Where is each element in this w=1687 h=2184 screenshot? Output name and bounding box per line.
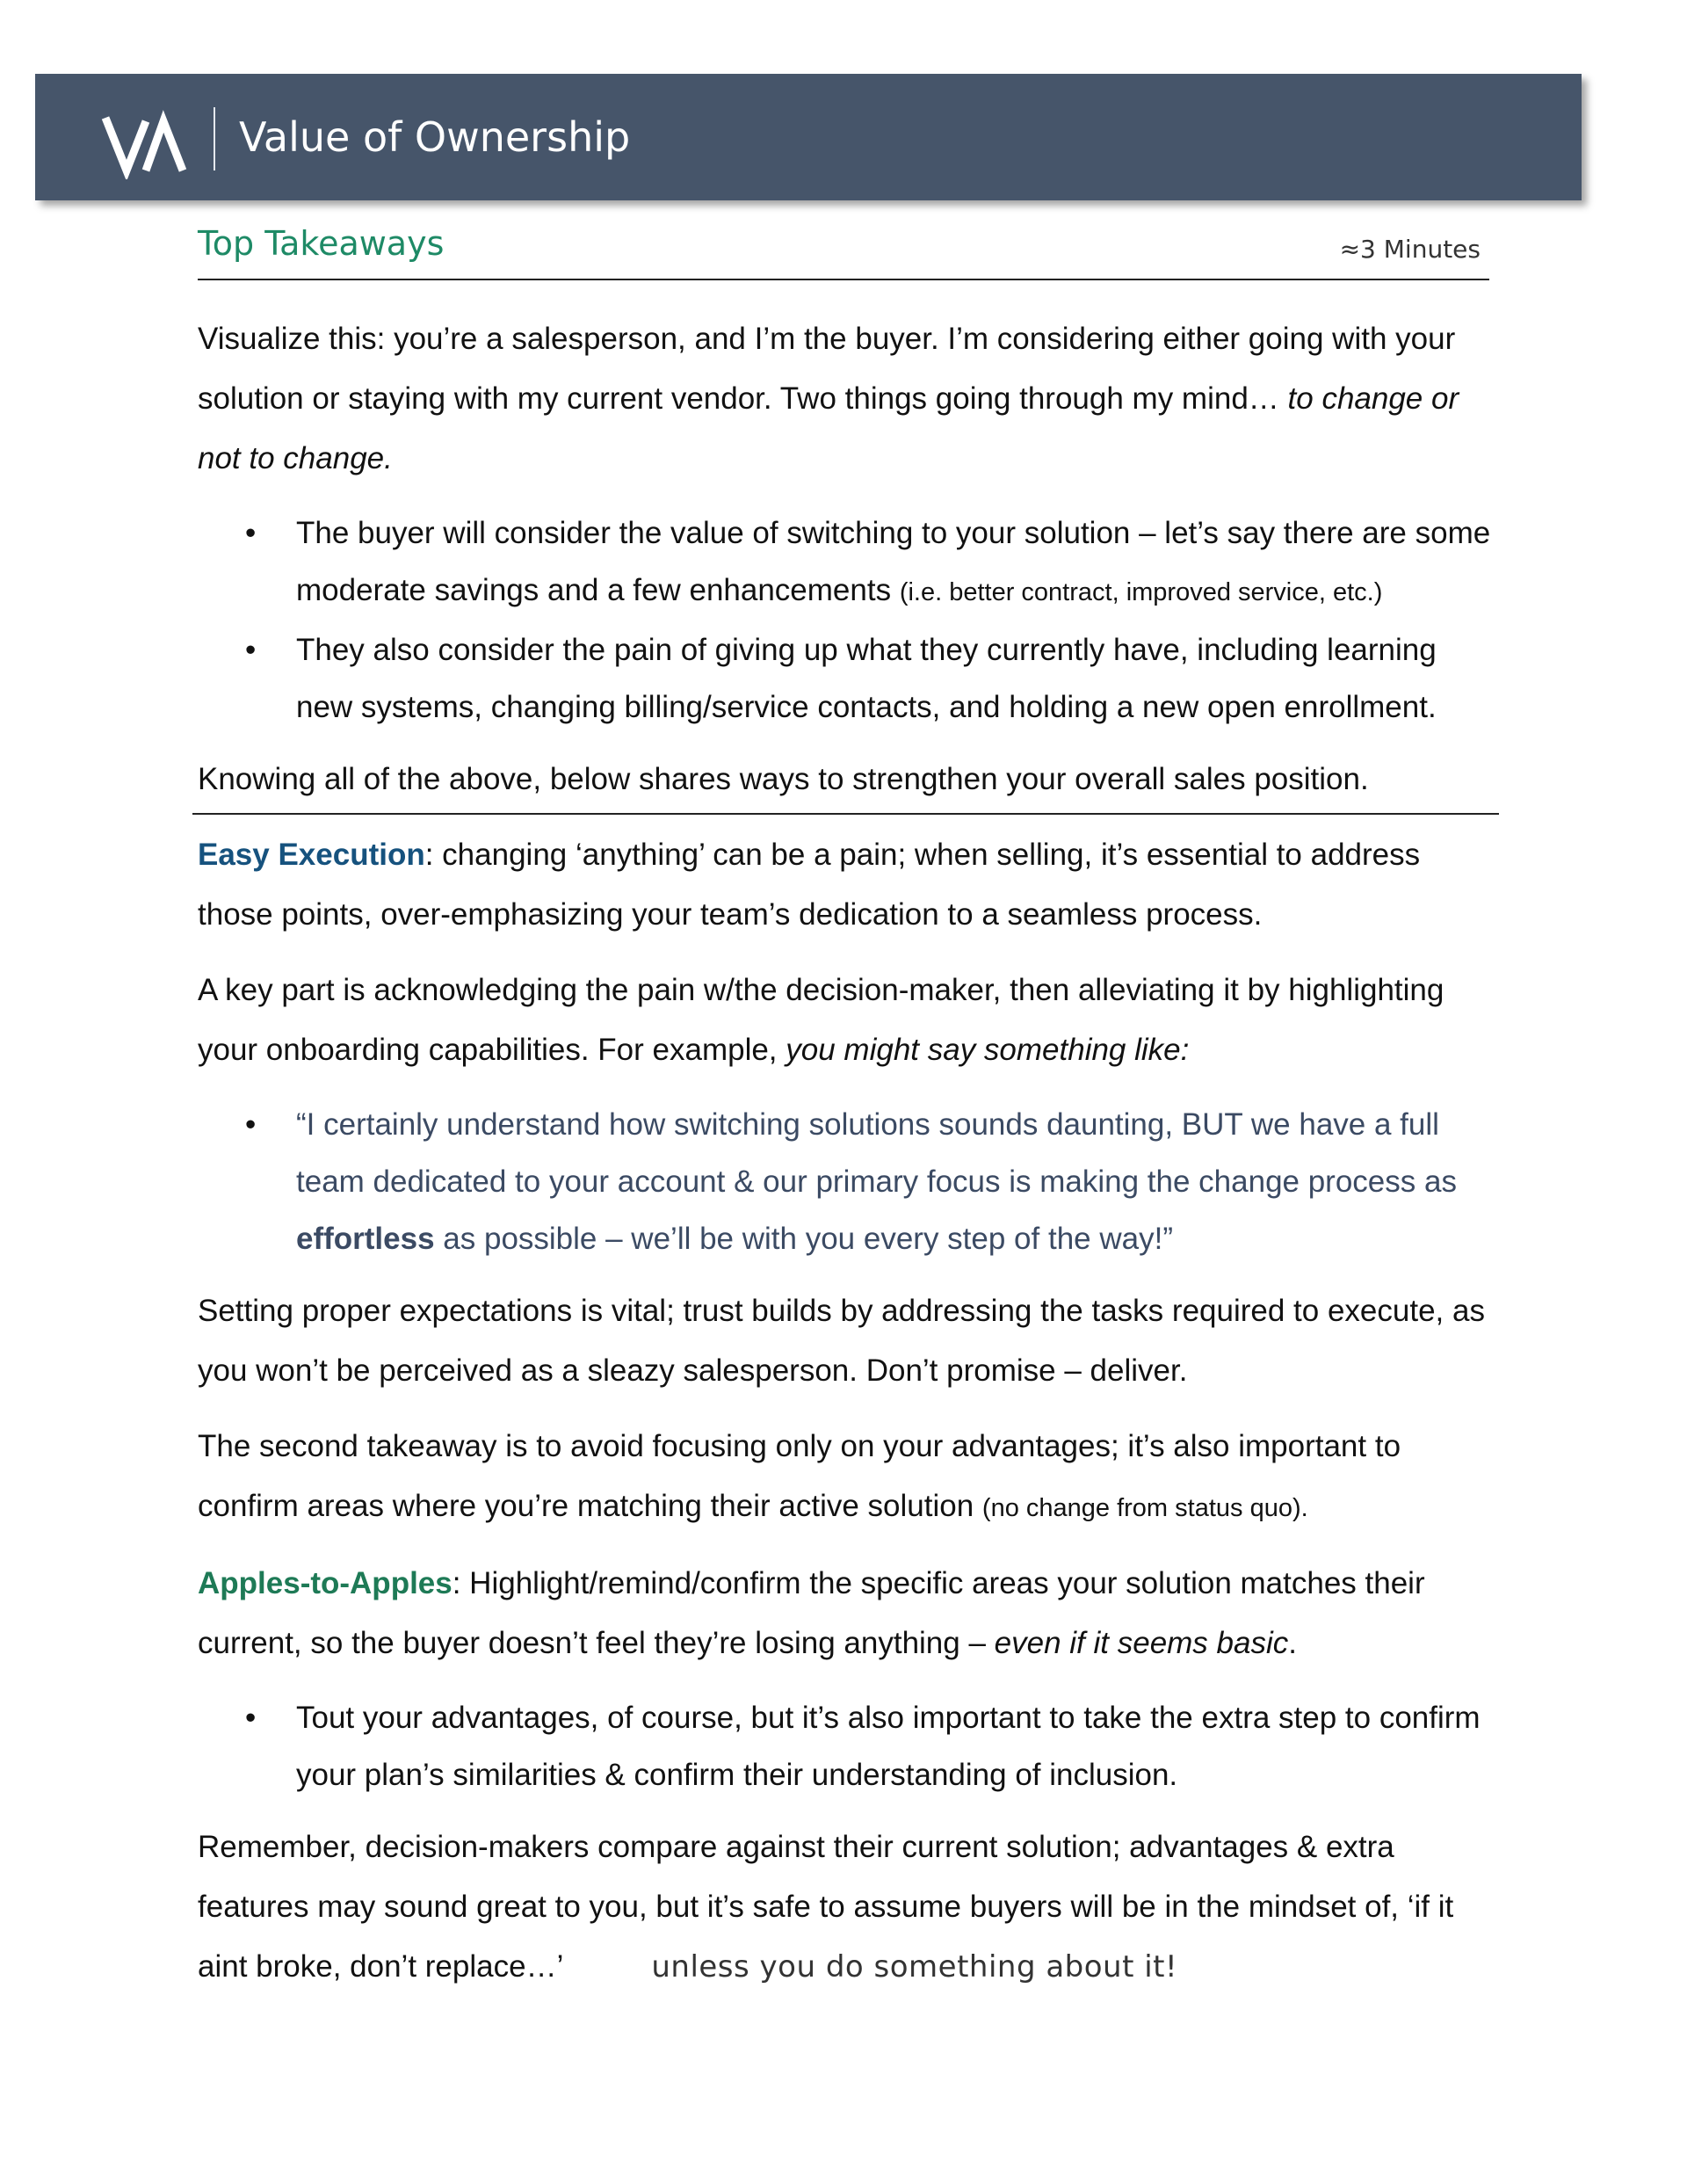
list-item: • The buyer will consider the value of switching to your solution – let’s say there are some moderate savings and a few enhancements (i.e. better contract, improved service, etc.) [296,504,1494,621]
second-takeaway-paragraph: The second takeaway is to avoid focusing only on your advantages; it’s also important to confirm areas where you’re matching their active solution (no change from status quo). [198,1429,1401,1523]
page-title: Value of Ownership [239,113,631,161]
remember-paragraph: Remember, decision-makers compare against their current solution; advantages & extra features may sound great to you, but it’s safe to assume buyers will be in the mindset of, ‘if it aint broke, don’t replace…’ unless you do something about it! [198,1830,1454,1984]
apples-label: Apples-to-Apples [198,1566,453,1600]
intro-text: Visualize this: you’re a salesperson, and I’m the buyer. I’m considering either going with your solution or staying with my current vendor. Two things going through my mind… [198,322,1456,416]
header-banner [35,74,1582,200]
intro-italic: to change or not to change. [198,381,1459,475]
expectations-paragraph: Setting proper expectations is vital; trust builds by addressing the tasks required to execute, as you won’t be perceived as a sleazy salesperson. Don’t promise – deliver. [198,1294,1485,1388]
va-logo [100,109,188,179]
section-title: Top Takeaways [198,224,445,263]
key-part-paragraph: A key part is acknowledging the pain w/the decision-maker, then alleviating it by highlighting your onboarding capabilities. For example, you might say something like: [198,973,1444,1067]
document-body [198,309,1494,2013]
bullet-list-1 [198,504,1494,736]
read-time: ≈3 Minutes [1339,235,1481,264]
bullet-list-2 [198,1689,1494,1803]
easy-execution-paragraph: Easy Execution: changing ‘anything’ can be a pain; when selling, it’s essential to address those points, over-emphasizing your team’s dedication to a seamless process. [198,838,1421,932]
quote-list [198,1096,1494,1267]
apples-paragraph: Apples-to-Apples: Highlight/remind/confirm the specific areas your solution matches their current, so the buyer doesn’t feel they’re losing anything – even if it seems basic. [198,1566,1425,1660]
list-item: • Tout your advantages, of course, but it’s also important to take the extra step to confirm your plan’s similarities & confirm their understanding of inclusion. [296,1689,1494,1803]
knowing-paragraph: Knowing all of the above, below shares ways to strengthen your overall sales position. [198,762,1369,796]
easy-execution-label: Easy Execution [198,838,425,872]
list-item: • They also consider the pain of giving up what they currently have, including learning new systems, changing billing/service contacts, and holding a new open enrollment. [296,621,1494,736]
handwritten-note: unless you do something about it! [651,1949,1178,1984]
intro-paragraph [198,309,1494,489]
quote-item: • “I certainly understand how switching solutions sounds daunting, BUT we have a full team dedicated to your account & our primary focus is making the change process as effortless as possible – we’ll be with you every step of the way!” [296,1096,1494,1267]
section-header [198,224,1489,280]
divider [192,813,1499,815]
header-divider [214,107,215,171]
